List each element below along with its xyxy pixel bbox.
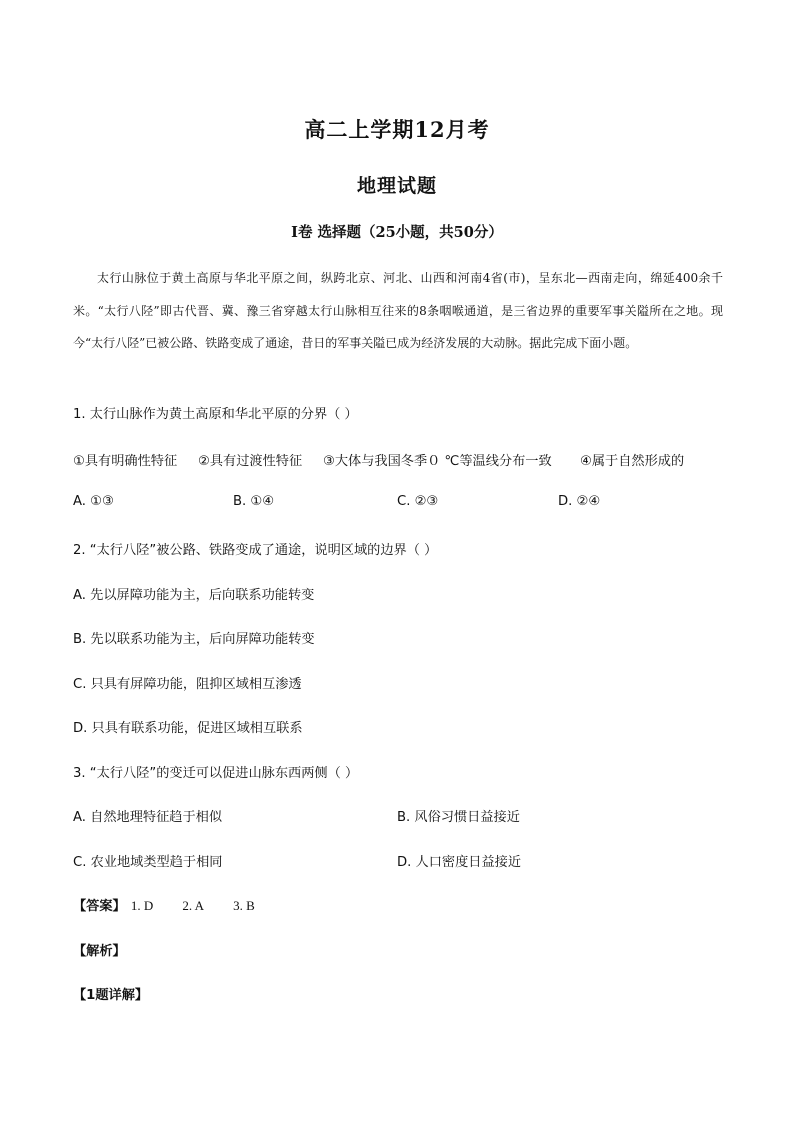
q3-option-d: D. 人口密度日益接近: [397, 855, 522, 870]
q2-option-c: C. 只具有屏障功能，阻抑区域相互渗透: [73, 677, 302, 692]
answer-item: 3. B: [233, 898, 255, 913]
q1-statement-4: ④属于自然形成的: [580, 454, 685, 469]
q3-option-c: C. 农业地域类型趋于相同: [73, 855, 223, 870]
exam-title: 高二上学期12月考: [304, 117, 490, 142]
analysis-label: 【解析】: [73, 944, 126, 959]
answer-line: [73, 895, 279, 914]
q1-option-d: D. ②④: [558, 494, 601, 509]
q1-statement-1: ①具有明确性特征: [73, 454, 178, 469]
q1-statement-2: ②具有过渡性特征: [198, 454, 303, 469]
q1-option-a: A. ①③: [73, 494, 114, 509]
subject-title: 地理试题: [356, 175, 437, 197]
reading-passage: 太行山脉位于黄土高原与华北平原之间，纵跨北京、河北、山西和河南4省(市)，呈东北—西南走向，绵延400余千米。“太行八陉”即古代晋、冀、豫三省穿越太行山脉相互往来的8条咽喉通道，是三省边界的重要军事关隘所在之地。现今“太行八陉”已被公路、铁路变成了通途，昔日的军事关隘已成为经济发展的大动脉。据此完成下面小题。: [73, 271, 723, 350]
q1-option-c: C. ②③: [397, 494, 439, 509]
q2-option-b: B. 先以联系功能为主，后向屏障功能转变: [73, 632, 315, 647]
answer-item: 1. D: [130, 898, 154, 913]
q1-option-b: B. ①④: [233, 494, 275, 509]
q2-option-d: D. 只具有联系功能，促进区域相互联系: [73, 721, 303, 736]
q3-option-a: A. 自然地理特征趋于相似: [73, 810, 223, 825]
q3-option-b: B. 风俗习惯日益接近: [397, 810, 520, 825]
answer-item: 2. A: [182, 898, 204, 913]
q2-option-a: A. 先以屏障功能为主，后向联系功能转变: [73, 588, 315, 603]
answer-label: 【答案】: [73, 899, 126, 914]
q1-statement-3: ③大体与我国冬季０ ℃等温线分布一致: [323, 454, 552, 469]
question-1-stem: 1. 太行山脉作为黄土高原和华北平原的分界（ ）: [73, 407, 358, 422]
question-3-stem: 3. “太行八陉”的变迁可以促进山脉东西两侧（ ）: [73, 766, 359, 781]
question-2-stem: 2. “太行八陉”被公路、铁路变成了通途，说明区域的边界（ ）: [73, 543, 438, 558]
detail-label: 【1题详解】: [73, 988, 149, 1003]
section-heading: Ⅰ卷 选择题（25小题，共50分）: [291, 224, 503, 241]
